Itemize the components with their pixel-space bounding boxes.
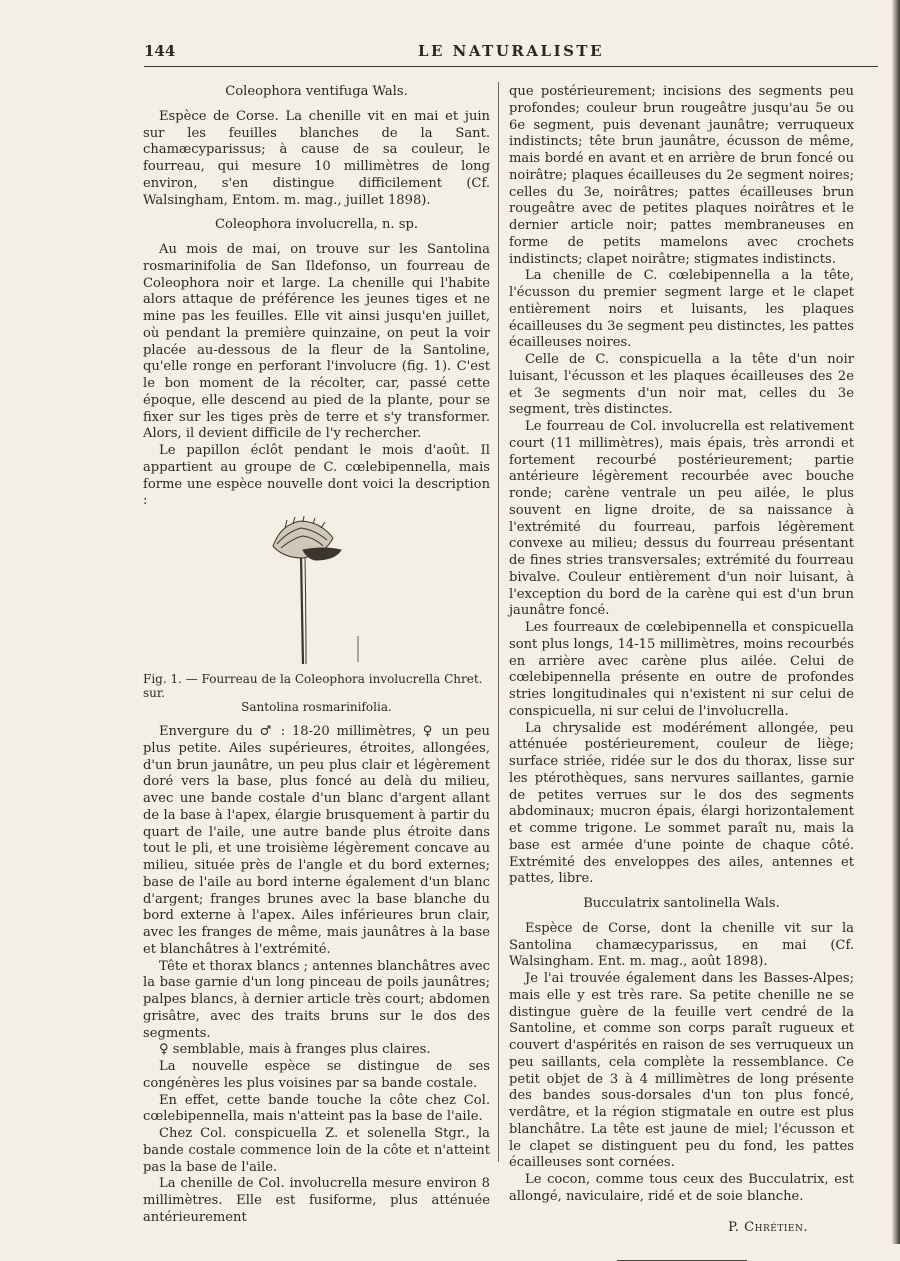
paragraph: La chenille de C. cœlebipennella a la tête, l'écusson du premier segment large et le clapet entièrement noirs et luisants, les plaques écailleuses du 3e segment peu distinctes, les pattes écailleuses noires.: [509, 268, 854, 351]
species-heading-involucrella: Coleophora involucrella, n. sp.: [214, 217, 419, 233]
paragraph: La chenille de Col. involucrella mesure environ 8 millimètres. Elle est fusiforme, plus atténuée antérieurement: [143, 1176, 490, 1225]
journal-title: LE NATURALISTE: [417, 42, 605, 60]
paragraph: Espèce de Corse. La chenille vit en mai et juin sur les feuilles blanches de la Sant. chamæcyparissus; à cause de sa couleur, le fourreau, qui mesure 10 millimètres de long environ, s'en distingue difficilement (Cf. Walsingham, Entom. m. mag., juillet 1898).: [143, 108, 490, 208]
paragraph: Chez Col. conspicuella Z. et solenella Stgr., la bande costale commence loin de la côte et n'atteint pas la base de l'aile.: [143, 1126, 490, 1175]
paragraph: Celle de C. conspicuella a la tête d'un noir luisant, l'écusson et les plaques écailleuses des 2e et 3e segments d'un noir mat, celles du 3e segment, très distinctes.: [509, 352, 854, 418]
left-column: [143, 84, 490, 1227]
page-header: [144, 42, 878, 64]
paragraph: que postérieurement; incisions des segments peu profondes; couleur brun rougeâtre jusqu'au 5e ou 6e segment, puis devenant jaunâtre; verruqueux indistincts; tête brun jaunâtre, écusson de même, mais bordé en avant et en arrière de brun foncé ou noirâtre; plaques écailleuses du 2e segment noires; celles du 3e, noirâtres; pattes écailleuses brun rougeâtre avec de petites plaques noirâtres et le dernier article noir; pattes membraneuses en forme de petits mamelons avec crochets indistincts; clapet noirâtre; stigmates indistincts.: [509, 84, 854, 267]
author-signature: P. Chrétien.: [728, 1219, 808, 1235]
header-rule: [144, 66, 878, 67]
flower-illustration: [263, 516, 373, 666]
paragraph: Le fourreau de Col. involucrella est relativement court (11 millimètres), mais épais, très arrondi et fortement recourbé postérieurement; partie antérieure légèrement recourbée avec bouche ronde; carène ventrale un peu ailée, le plus souvent en ligne droite, de sa naissance à l'extrémité du fourreau, parfois légèrement convexe au milieu; dessus du fourreau présentant de fines stries transversales; extrémité du fourreau bivalve. Couleur entièrement d'un noir luisant, à l'exception du bord de la carène qui est d'un brun jaunâtre foncé.: [509, 419, 854, 619]
paragraph: Envergure du ♂ : 18-20 millimètres, ♀ un peu plus petite. Ailes supérieures, étroites, allongées, d'un brun jaunâtre, un peu plus clair et légèrement doré vers la base, plus foncé au delà du milieu, avec une bande costale d'un blanc d'argent allant de la base à l'apex, élargie brusquement à partir du quart de l'aile, une autre bande plus étroite dans tout le pli, et une troisième légèrement concave au milieu, située près de l'angle et du bord externes; base de l'aile au bord interne également d'un blanc d'argent; franges brunes avec la base blanche du bord externe à l'apex. Ailes inférieures brun clair, avec les franges de même, mais jaunâtres à la base et blanchâtres à l'extrémité.: [143, 724, 490, 957]
paragraph: La chrysalide est modérément allongée, peu atténuée postérieurement, couleur de liège; surface striée, ridée sur le dos du thorax, lisse sur les ptérothèques, sans nervures saillantes, garnie de petites verrues sur le dos des segments abdominaux; mucron épais, élargi horizontalement et comme trigone. Le sommet paraît nu, mais la base est armée d'une pointe de chaque côté. Extrémité des enveloppes des ailes, antennes et pattes, libre.: [509, 720, 854, 887]
column-divider: [498, 82, 499, 1162]
paragraph: Les fourreaux de cœlebipennella et conspicuella sont plus longs, 14-15 millimètres, moins recourbés en arrière avec carène plus ailée. Celui de cœlebipennella présente en outre de profondes stries longitudinales qui n'existent ni sur celui de conspicuella, ni sur celui de l'involucrella.: [509, 620, 854, 719]
caption-line-1: Fig. 1. — Fourreau de la Coleophora involucrella Chret. sur.: [143, 672, 483, 700]
species-heading-santolinella: Bucculatrix santolinella Wals.: [583, 896, 780, 911]
species-heading-ventifuga: Coleophora ventifuga Wals.: [225, 84, 408, 99]
paragraph: La nouvelle espèce se distingue de ses congénères les plus voisines par sa bande costale.: [143, 1059, 490, 1091]
page-number: 144: [144, 42, 176, 60]
paragraph: Le papillon éclôt pendant le mois d'août. Il appartient au groupe de C. cœlebipennella, mais forme une espèce nouvelle dont voici la description :: [143, 443, 490, 509]
paragraph: Au mois de mai, on trouve sur les Santolina rosmarinifolia de San Ildefonso, un fourreau de Coleophora noir et large. La chenille qui l'habite alors attaque de préférence les jeunes tiges et ne mine pas les feuilles. Elle vit ainsi jusqu'en juillet, où pendant la première quinzaine, on peut la voir placée au-dessous de la fleur de la Santoline, qu'elle ronge en perforant l'involucre (fig. 1). C'est le bon moment de la récolter, car, passé cette époque, elle descend au pied de la plante, pour se fixer sur les tiges près de terre et s'y transformer. Alors, il devient difficile de l'y rechercher.: [143, 242, 490, 442]
paragraph: Tête et thorax blancs ; antennes blanchâtres avec la base garnie d'un long pinceau de poils jaunâtres; palpes blancs, à dernier article très court; abdomen grisâtre, avec des traits bruns sur le dos des segments.: [143, 958, 490, 1041]
caption-line-2: Santolina rosmarinifolia.: [241, 700, 392, 714]
figure-1: [143, 516, 490, 666]
right-column: [509, 84, 854, 1261]
paragraph: ♀ semblable, mais à franges plus claires.: [159, 1042, 431, 1058]
page-edge-shadow: [892, 0, 900, 1244]
figure-caption: [143, 672, 490, 714]
paragraph: Le cocon, comme tous ceux des Bucculatrix, est allongé, naviculaire, ridé et de soie blanche.: [509, 1172, 854, 1204]
paragraph: En effet, cette bande touche la côte chez Col. cœlebipennella, mais n'atteint pas la base de l'aile.: [143, 1092, 490, 1125]
paragraph: Je l'ai trouvée également dans les Basses-Alpes; mais elle y est très rare. Sa petite chenille ne se distingue guère de la feuille vert cendré de la Santoline, et comme son corps paraît rugueux et couvert d'aspérités en raison de ses verruqueux un peu saillants, cela complète la ressemblance. Ce petit objet de 3 à 4 millimètres de long présente des bandes sous-dorsales d'un ton plus foncé, verdâtre, et la région stigmatale en outre est plus blanchâtre. La tête est jaune de miel; l'écusson et le clapet se distinguent peu du fond, les pattes écailleuses sont cornées.: [509, 971, 854, 1171]
paragraph: Espèce de Corse, dont la chenille vit sur la Santolina chamæcyparissus, en mai (Cf. Walsingham. Ent. m. mag., août 1898).: [509, 920, 854, 970]
